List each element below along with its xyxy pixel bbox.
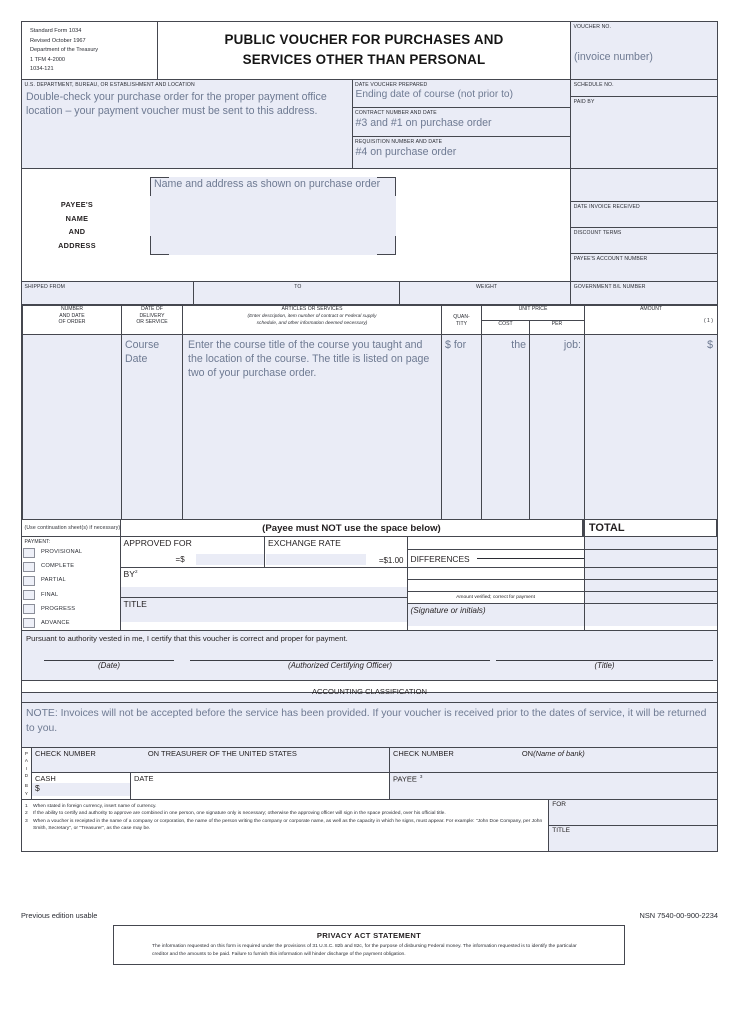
col-per: PER	[530, 321, 585, 335]
paid-by-continuation	[571, 169, 717, 202]
approved-for-label: APPROVED FOR	[123, 538, 192, 549]
contract-value: #3 and #1 on purchase order	[355, 116, 492, 129]
payment-approval-section	[22, 537, 717, 631]
footnote-1: 1 When stated in foreign currency, insert name of currency.	[25, 804, 157, 810]
dept-date-section	[22, 80, 717, 169]
payees-account-number-cell[interactable]	[571, 254, 717, 281]
dept-cell[interactable]	[22, 80, 353, 168]
articles-note-1: (Enter description, item number of contract or Federal supply	[247, 313, 377, 319]
footnotes-section	[22, 800, 717, 851]
date-prepared-cell[interactable]	[353, 80, 571, 108]
payment-heading: PAYMENT:	[24, 538, 51, 545]
shipped-from-cell[interactable]	[22, 282, 194, 304]
approved-for-column	[121, 537, 408, 630]
differences-value-3[interactable]	[585, 580, 717, 592]
differences-column	[408, 537, 585, 630]
check-number-2-label: CHECK NUMBER	[393, 749, 454, 759]
voucher-no-label: VOUCHER NO.	[573, 23, 612, 30]
certification-text: Pursuant to authority vested in me, I certify that this voucher is correct and proper for payment.	[26, 634, 348, 644]
certification-title[interactable]	[496, 660, 713, 670]
privacy-act-body: The information requested on this form is required under the provisions of 31 U.S.C. 82b and 82c, for the purpose of disbursing Federal money. The information requested is to identify the particular creditor and the amounts to be paid. Failure to furnish this information will hinder discharge of the payment obligation.	[152, 944, 577, 958]
shipping-section	[22, 282, 717, 305]
payee-label-line-1: PAYEE'S	[60, 200, 94, 210]
checkbox-provisional[interactable]	[23, 548, 35, 558]
by-label: BY	[123, 569, 135, 580]
differences-row-2[interactable]	[408, 580, 584, 592]
payee-warning: (Payee must NOT use the space below)	[262, 522, 441, 534]
for-cell[interactable]	[549, 800, 717, 826]
total-row	[22, 520, 717, 537]
payment-title-label: TITLE	[123, 599, 147, 610]
payee-label-line-2: NAME	[65, 213, 89, 223]
payee-entry-bracket	[150, 177, 396, 255]
paid-by-vertical-label: P A I D B Y	[22, 748, 32, 799]
approved-for-cell[interactable]	[121, 537, 266, 567]
checkbox-advance[interactable]	[23, 618, 35, 628]
cash-value[interactable]: $	[32, 783, 130, 796]
checkbox-progress[interactable]	[23, 604, 35, 614]
sf-line-2: Revised October 1967	[30, 37, 86, 44]
form-title-line-1: PUBLIC VOUCHER FOR PURCHASES AND	[224, 31, 504, 47]
col-number-date-order: NUMBER AND DATE OF ORDER	[23, 306, 122, 335]
government-bl-cell[interactable]	[571, 282, 717, 304]
date-prepared-value: Ending date of course (not prior to)	[355, 88, 513, 100]
signature-initials-cell[interactable]	[408, 604, 584, 626]
on-bank-label: (Name of bank)	[533, 749, 585, 759]
cell-articles[interactable]: Enter the course title of the course you taught and the location of the course. The title is listed on page two of your purchase order.	[183, 335, 442, 520]
schedule-paidby-column	[571, 80, 717, 168]
requisition-label: REQUISITION NUMBER AND DATE	[355, 138, 443, 145]
standard-form-block	[22, 22, 158, 79]
paid-by-grid	[32, 748, 717, 799]
form-title	[158, 22, 571, 79]
form-title-line-2: SERVICES OTHER THAN PERSONAL	[242, 52, 486, 68]
discount-terms-cell[interactable]	[571, 228, 717, 254]
payee-value: Name and address as shown on purchase order	[154, 178, 381, 191]
nsn-text: NSN 7540-00-900-2234	[639, 911, 718, 920]
cell-per[interactable]: job:	[530, 335, 585, 520]
contract-number-cell[interactable]	[353, 108, 571, 137]
differences-value-1[interactable]	[585, 550, 717, 568]
amount-verified-row	[408, 592, 584, 604]
paid-by-date-label: DATE	[134, 774, 154, 784]
exchange-rate-eq: =$1.00	[378, 556, 404, 566]
by-value[interactable]	[121, 587, 407, 597]
for-title-label: TITLE	[552, 827, 570, 835]
col-unit-price: UNIT PRICE	[482, 306, 585, 321]
payee-footnote: 3	[419, 774, 423, 780]
payee-section	[22, 169, 717, 282]
payment-option-advance[interactable]: ADVANCE	[22, 616, 120, 630]
cell-quantity[interactable]: $ for	[442, 335, 482, 520]
date-prepared-label: DATE VOUCHER PREPARED	[355, 81, 428, 88]
payment-option-partial[interactable]: PARTIAL	[22, 573, 120, 587]
footnotes-list	[22, 800, 549, 851]
government-bl-label: GOVERNMENT B/L NUMBER	[573, 283, 646, 290]
dept-label: U.S. DEPARTMENT, BUREAU, OR ESTABLISHMENT AND LOCATION	[24, 81, 195, 88]
articles-note-2: schedule, and other information deemed necessary)	[256, 320, 368, 326]
sf-line-1: Standard Form 1034	[30, 28, 82, 34]
date-contract-column	[353, 80, 572, 168]
col-date-delivery: DATE OF DELIVERY OR SERVICE	[122, 306, 183, 335]
checkbox-final[interactable]	[23, 590, 35, 600]
differences-label: DIFFERENCES	[410, 553, 470, 564]
sf-line-5: 1034-121	[30, 66, 54, 73]
discount-terms-label: DISCOUNT TERMS	[573, 229, 622, 236]
sf-line-4: 1 TFM 4-2000	[30, 56, 66, 63]
cell-number-date-order[interactable]	[23, 335, 122, 520]
payment-option-progress[interactable]: PROGRESS	[22, 602, 120, 616]
accounting-classification-header	[22, 681, 717, 697]
certification-title-label: (Title)	[594, 661, 615, 671]
articles-table	[22, 305, 718, 520]
col-cost: COST	[482, 321, 530, 335]
check-number-cell[interactable]	[32, 748, 390, 772]
note-block-text: NOTE: Invoices will not be accepted before the service has been provided. If your voucher is received prior to the dates of service, it will be returned to you.	[26, 708, 707, 734]
for-title-column	[549, 800, 717, 851]
schedule-no-cell[interactable]	[571, 80, 717, 97]
exchange-rate-value[interactable]	[266, 554, 366, 565]
date-invoice-received-cell[interactable]	[571, 202, 717, 228]
date-invoice-received-label: DATE INVOICE RECEIVED	[573, 203, 640, 210]
privacy-act-heading: PRIVACY ACT STATEMENT	[316, 931, 422, 940]
certification-section	[22, 631, 717, 681]
differences-values-column	[585, 537, 717, 630]
checkbox-partial[interactable]	[23, 576, 35, 586]
to-cell[interactable]	[194, 282, 401, 304]
col-quantity: QUAN- TITY	[442, 306, 482, 335]
sf-line-3: Department of the Treasury	[30, 47, 99, 54]
form-header	[22, 22, 717, 80]
payee-label-line-4: ADDRESS	[58, 240, 96, 250]
by-cell[interactable]	[121, 568, 407, 598]
articles-header: ARTICLES OR SERVICES	[281, 306, 343, 313]
certification-officer-label: (Authorized Certifying Officer)	[288, 661, 392, 671]
payee-block	[22, 169, 571, 281]
differences-value-4[interactable]	[585, 592, 717, 604]
voucher-no-field[interactable]	[571, 22, 717, 79]
exchange-rate-cell[interactable]	[265, 537, 407, 567]
weight-label: WEIGHT	[475, 283, 498, 290]
payee-field[interactable]	[132, 169, 570, 281]
schedule-no-label: SCHEDULE NO.	[573, 81, 614, 88]
payment-option-provisional[interactable]: PROVISIONAL	[22, 545, 120, 559]
by-footnote: 2	[134, 569, 138, 575]
payee-label	[22, 169, 132, 281]
payment-option-final[interactable]: FINAL	[22, 587, 120, 601]
for-label: FOR	[552, 801, 566, 809]
differences-row-1[interactable]	[408, 568, 584, 580]
amount-footnote: ( 1 )	[703, 317, 713, 324]
payment-options	[22, 537, 121, 630]
footnote-3: 3 When a voucher is receipted in the name of a company or corporation, the name of the person writing the company or corporate name, as well as the capacity in which he signs, must appear. For example: "John Doe Company, per John Smith, Secretary", or "Treasurer", as the case may be.	[25, 818, 543, 832]
signature-initials-value[interactable]	[585, 604, 717, 626]
sf1034-voucher-form	[21, 21, 718, 852]
cell-amount[interactable]: $	[585, 335, 718, 520]
requisition-number-cell[interactable]	[353, 137, 571, 168]
paid-by-label: PAID BY	[573, 98, 595, 105]
accounting-classification-label: ACCOUNTING CLASSIFICATION	[311, 687, 428, 697]
payees-account-label: PAYEE'S ACCOUNT NUMBER	[573, 255, 648, 262]
certification-officer[interactable]	[190, 660, 490, 670]
checkbox-complete[interactable]	[23, 562, 35, 572]
paid-by-cell[interactable]	[571, 97, 717, 168]
on-treasurer-label: ON TREASURER OF THE UNITED STATES	[147, 749, 297, 759]
for-title-cell[interactable]	[549, 826, 717, 851]
voucher-no-value: (invoice number)	[574, 50, 653, 63]
note-block	[22, 703, 717, 748]
payee-receipt-cell[interactable]	[390, 773, 717, 799]
col-articles-or-services	[183, 306, 442, 335]
approved-for-eq: =$	[175, 555, 185, 565]
exchange-rate-label: EXCHANGE RATE	[268, 538, 341, 549]
payee-receipt-label: PAYEE	[393, 774, 417, 784]
requisition-value: #4 on purchase order	[355, 145, 457, 158]
payee-label-line-3: AND	[68, 227, 86, 237]
continuation-note: (Use continuation sheet(s) if necessary)	[24, 524, 121, 531]
weight-cell[interactable]	[400, 282, 571, 304]
approved-for-value[interactable]	[196, 554, 264, 565]
cash-label: CASH	[35, 774, 56, 784]
amount-verified-label: Amount verified; correct for payment	[456, 595, 535, 601]
footnote-2: 2 If the ability to certify and authority to approve are combined in one person, one signature only is necessary; otherwise the approving officer will sign in the space provided, over his official title.	[25, 811, 446, 817]
certification-date[interactable]	[44, 660, 174, 670]
differences-label-row	[408, 550, 584, 568]
privacy-act-statement	[113, 925, 625, 965]
paid-by-section	[22, 748, 717, 800]
table-row[interactable]	[23, 335, 718, 520]
to-label: TO	[294, 283, 302, 290]
shipped-from-label: SHIPPED FROM	[24, 283, 66, 290]
col-amount: AMOUNT ( 1 )	[585, 306, 718, 335]
total-label: TOTAL	[588, 522, 625, 535]
certification-date-label: (Date)	[98, 661, 120, 671]
invoice-discount-column	[571, 169, 717, 281]
date-cell[interactable]	[131, 773, 390, 799]
signature-initials-label: (Signature or initials)	[410, 606, 486, 616]
check-number-2-cell[interactable]: CHECK NUMBER ON (Name of bank)	[390, 748, 717, 772]
contract-label: CONTRACT NUMBER AND DATE	[355, 109, 437, 116]
title-cell[interactable]	[121, 598, 407, 622]
articles-table-header-row	[23, 306, 718, 321]
check-number-label: CHECK NUMBER	[35, 749, 96, 759]
previous-edition-text: Previous edition usable	[21, 911, 98, 920]
payment-option-complete[interactable]: COMPLETE	[22, 559, 120, 573]
cash-cell[interactable]	[32, 773, 131, 799]
cell-date-delivery[interactable]: Course Date	[122, 335, 183, 520]
differences-value-2[interactable]	[585, 568, 717, 580]
cell-cost[interactable]: the	[482, 335, 530, 520]
dept-value: Double-check your purchase order for the proper payment office location – your payment voucher must be sent to this address.	[26, 90, 327, 117]
